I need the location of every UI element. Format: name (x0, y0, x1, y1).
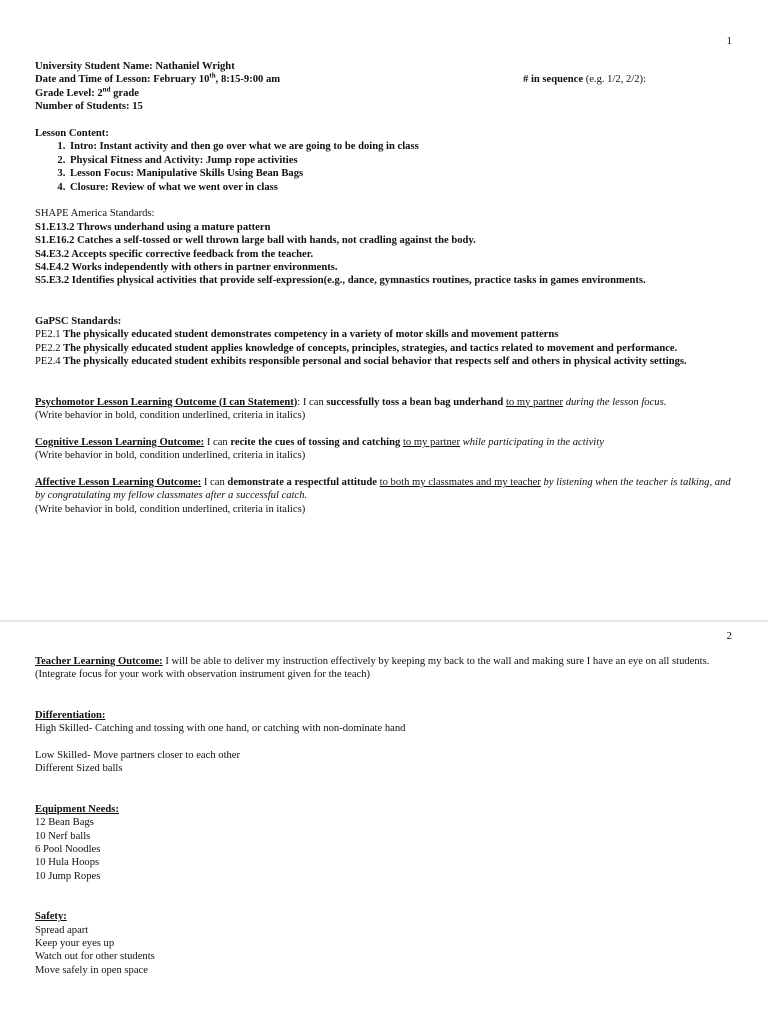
cognitive-outcome: Cognitive Lesson Learning Outcome: I can recite the cues of tossing and catching to my partner while participating in the activity (35, 436, 604, 448)
gapsc-standard-item: PE2.4 The physically educated student exhibits responsible personal and social behavior that respects self and others in physical activity settings. (35, 356, 687, 368)
sequence-field: # in sequence (e.g. 1/2, 2/2): (523, 74, 647, 86)
document-page-2 (0, 622, 768, 1024)
shape-standard-item: S1.E16.2 Catches a self-tossed or well thrown large ball with hands, not cradling against the body. (35, 235, 476, 247)
list-item: 1. Intro: Instant activity and then go over what we are going to be doing in class (68, 140, 735, 153)
low-skilled-line: Low Skilled- Move partners closer to each other (35, 750, 241, 762)
student-name-line (35, 60, 735, 73)
student-count-line: Number of Students: 15 (35, 101, 143, 113)
gapsc-standard-item: PE2.2 The physically educated student applies knowledge of concepts, principles, strategies, and tactics related to movement and performance. (35, 342, 678, 354)
shape-standard-item: S5.E3.2 Identifies physical activities that provide self-expression(e.g., dance, gymnastics routines, practice tasks in games environments. (35, 275, 646, 287)
lesson-content-list (35, 140, 735, 194)
page-1-content (35, 60, 735, 516)
gapsc-standards-heading: GaPSC Standards: (35, 315, 122, 327)
list-item: 6 Pool Noodles (35, 844, 101, 856)
outcome-note: (Write behavior in bold, condition underlined, criteria in italics) (35, 503, 306, 515)
affective-label: Affective Lesson Learning Outcome: (35, 476, 202, 488)
teacher-outcome-label: Teacher Learning Outcome: (35, 656, 163, 667)
safety-heading: Safety: (35, 911, 67, 923)
gapsc-standard-item: PE2.1 The physically educated student demonstrates competency in a variety of motor skills and movement patterns (35, 329, 559, 341)
list-item: 4. Closure: Review of what we went over in class (68, 181, 735, 194)
list-item: Keep your eyes up (35, 938, 115, 950)
differentiation-heading: Differentiation: (35, 709, 106, 721)
lesson-content-heading: Lesson Content: (35, 128, 109, 140)
list-item: 3. Lesson Focus: Manipulative Skills Using Bean Bags (68, 167, 735, 180)
affective-outcome: Affective Lesson Learning Outcome: I can demonstrate a respectful attitude to both my classmates and my teacher by listening when the teacher is talking, and by congratulating my fellow classmates after a successful catch. (35, 476, 731, 502)
grade-level-line: Grade Level: 2nd grade (35, 85, 140, 99)
equipment-heading: Equipment Needs: (35, 803, 119, 815)
list-item: 10 Jump Ropes (35, 870, 101, 882)
outcome-note: (Write behavior in bold, condition underlined, criteria in italics) (35, 450, 306, 462)
student-name-value: Nathaniel Wright (155, 61, 235, 72)
page-number: 2 (726, 630, 732, 642)
shape-standard-item: S1.E13.2 Throws underhand using a mature pattern (35, 221, 271, 233)
student-name-label: University Student Name: (35, 61, 156, 72)
page-number: 1 (726, 35, 732, 47)
list-item: 10 Hula Hoops (35, 857, 100, 869)
list-item: Spread apart (35, 924, 89, 936)
lesson-date-value: February 10th, 8:15-9:00 am (153, 71, 281, 86)
low-skilled-line-2: Different Sized balls (35, 763, 123, 775)
page-2-content (35, 655, 735, 977)
list-item: 12 Bean Bags (35, 817, 94, 829)
outcome-note: (Write behavior in bold, condition underlined, criteria in italics) (35, 409, 306, 421)
psychomotor-outcome: Psychomotor Lesson Learning Outcome (I can Statement): I can successfully toss a bean bag underhand to my partner during the lesson focus. (35, 396, 667, 408)
list-item: Watch out for other students (35, 951, 155, 963)
shape-standards-heading: SHAPE America Standards: (35, 208, 155, 220)
shape-standard-item: S4.E4.2 Works independently with others in partner environments. (35, 262, 338, 274)
shape-standard-item: S4.E3.2 Accepts specific corrective feedback from the teacher. (35, 248, 314, 260)
list-item: Move safely in open space (35, 964, 148, 976)
teacher-outcome-note: (Integrate focus for your work with observation instrument given for the teach) (35, 669, 371, 681)
list-item: 10 Nerf balls (35, 830, 91, 842)
lesson-date-label: Date and Time of Lesson: (35, 74, 154, 86)
psychomotor-label: Psychomotor Lesson Learning Outcome (I can Statement) (35, 396, 298, 408)
list-item: 2. Physical Fitness and Activity: Jump rope activities (68, 154, 735, 167)
high-skilled-line: High Skilled- Catching and tossing with one hand, or catching with non-dominate hand (35, 723, 406, 735)
lesson-date-line (35, 73, 735, 86)
cognitive-label: Cognitive Lesson Learning Outcome: (35, 436, 205, 448)
teacher-outcome: Teacher Learning Outcome: I will be able to deliver my instruction effectively by keeping my back to the wall and making sure I have an eye on all students. (35, 656, 710, 667)
